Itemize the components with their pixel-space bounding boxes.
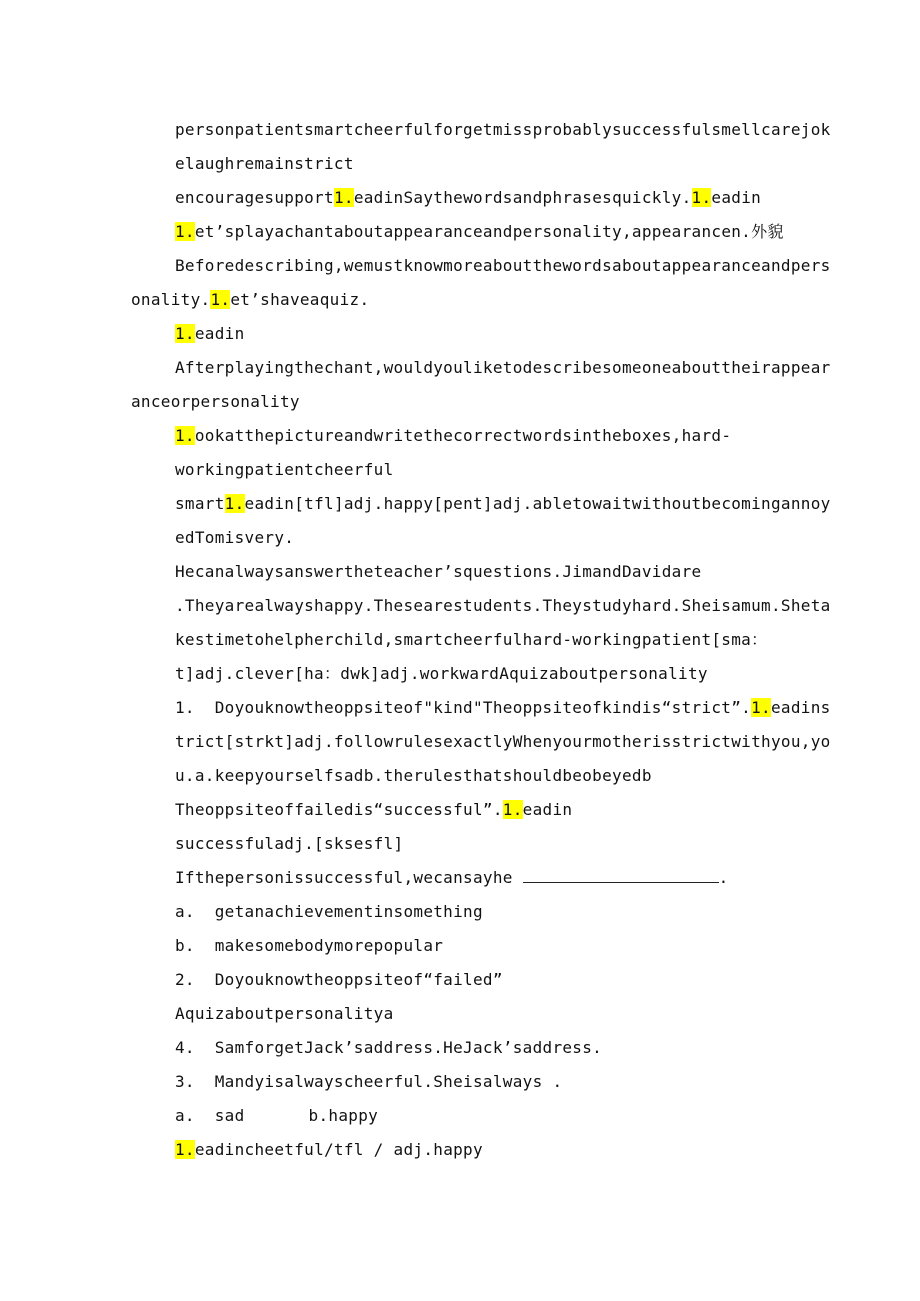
text-line-11: workingpatientcheerful [175,460,394,479]
text-line-21: Theoppsiteoffailedis“successful”.1.eadin [175,800,573,819]
text-line-10: 1.ookatthepictureandwritethecorrectwordsintheboxes,hard- [175,426,732,445]
answer-blank [523,868,719,883]
text-line-26: 2. Doyouknowtheoppsiteof“failed” [175,970,503,989]
highlight-mark: 1. [175,324,195,343]
highlight-mark: 1. [333,188,354,207]
text-line-5: Beforedescribing,wemustknowmoreaboutthewordsaboutappearanceandpers [175,256,831,275]
text-line-17: t]adj.clever[ha：dwk]adj.workwardAquizaboutpersonality [175,664,708,683]
text-line-7: 1.eadin [175,324,245,343]
text-line-18: 1. Doyouknowtheoppsiteof"kind"Theoppsiteofkindis“strict”.1.eadins [175,698,831,717]
highlight-mark: 1. [224,494,245,513]
text-line-31: 1.eadincheetful/tfl / adj.happy [175,1140,483,1159]
highlight-mark: 1. [210,290,231,309]
highlight-mark: 1. [502,800,523,819]
text-line-28: 4. SamforgetJack’saddress.HeJack’saddress. [175,1038,603,1057]
text-line-29: 3. Mandyisalwayscheerful.Sheisalways . [175,1072,563,1091]
text-line-9: anceorpersonality [131,392,300,411]
text-line-12: smart1.eadin[tfl]adj.happy[pent]adj.abletowaitwithoutbecomingannoy [175,494,831,513]
highlight-mark: 1. [691,188,712,207]
text-line-25: b. makesomebodymorepopular [175,936,444,955]
text-line-14: Hecanalwaysanswertheteacher’squestions.JimandDavidare [175,562,702,581]
text-line-16: kestimetohelpherchild,smartcheerfulhard-workingpatient[sma： [175,630,768,649]
text-line-20: u.a.keepyourselfsadb.therulesthatshouldbeobeyedb [175,766,652,785]
text-line-6: onality.1.et’shaveaquiz. [131,290,370,309]
text-line-13: edTomisvery. [175,528,295,547]
text-line-3: encouragesupport1.eadinSaythewordsandphrasesquickly.1.eadin [175,188,762,207]
text-line-2: elaughremainstrict [175,154,354,173]
text-line-22: successfuladj.[sksesfl] [175,834,404,853]
text-line-23: Ifthepersonissuccessful,wecansayhe . [175,868,729,887]
text-line-1: personpatientsmartcheerfulforgetmissprobablysuccessfulsmellcarejok [175,120,831,139]
highlight-mark: 1. [751,698,771,717]
text-line-24: a. getanachievementinsomething [175,902,483,921]
text-line-8: Afterplayingthechant,wouldyouliketodescribesomeoneabouttheirappear [175,358,831,377]
highlight-mark: 1. [175,1140,195,1159]
text-line-4: 1.et’splayachantaboutappearanceandpersonality,appearancen.外貌 [175,222,784,241]
highlight-mark: 1. [175,222,195,241]
text-line-15: .Theyarealwayshappy.Thesearestudents.Theystudyhard.Sheisamum.Sheta [175,596,831,615]
text-line-19: trict[strkt]adj.followrulesexactlyWhenyourmotherisstrictwithyou,yo [175,732,831,751]
text-line-30: a. sad b.happy [175,1106,379,1125]
text-line-27: Aquizaboutpersonalitya [175,1004,394,1023]
highlight-mark: 1. [175,426,195,445]
